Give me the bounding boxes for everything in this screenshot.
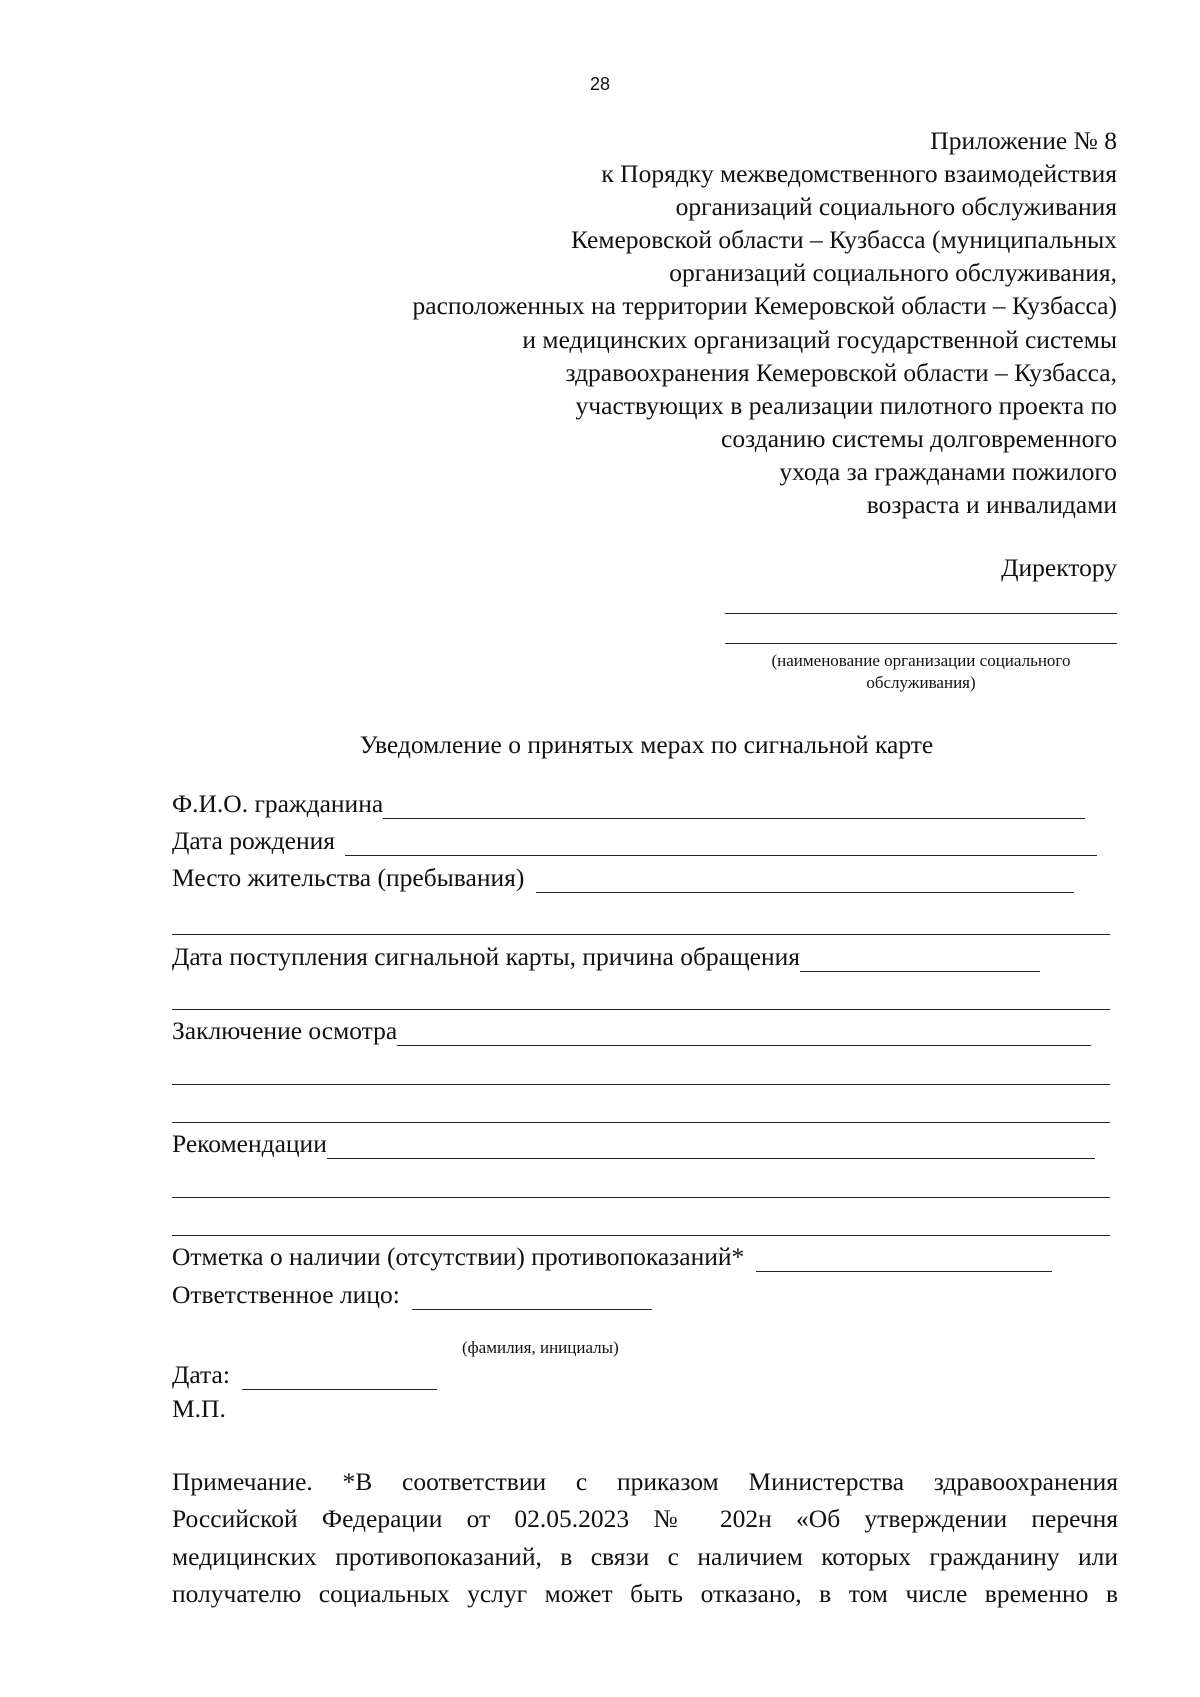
- page-number: 28: [589, 74, 611, 94]
- organization-caption: [725, 650, 1117, 694]
- responsible-row: [172, 1280, 652, 1310]
- fio-row: [172, 789, 1085, 819]
- note-line: медицинских противопоказаний, в связи с наличием которых гражданину или: [172, 1541, 1118, 1571]
- header-line: организаций социального обслуживания: [675, 192, 1117, 222]
- organization-name-field[interactable]: [725, 613, 1117, 614]
- card-date-field[interactable]: [800, 947, 1040, 972]
- date-field[interactable]: [242, 1365, 437, 1390]
- recommendations-label: Рекомендации: [172, 1129, 327, 1158]
- conclusion-field-continuation[interactable]: [172, 1122, 1110, 1123]
- header-line: участвующих в реализации пилотного проекта по: [575, 390, 1117, 420]
- contraindications-label: Отметка о наличии (отсутствии) противопоказаний*: [172, 1242, 745, 1271]
- conclusion-field[interactable]: [397, 1021, 1091, 1046]
- header-line: Кемеровской области – Кузбасса (муниципальных: [570, 225, 1117, 255]
- contraindications-row: [172, 1242, 1052, 1272]
- responsible-caption: (фамилия, инициалы): [462, 1338, 619, 1357]
- note-paragraph: [172, 1463, 1118, 1612]
- recommendations-row: [172, 1129, 1095, 1159]
- recommendations-field[interactable]: [327, 1134, 1095, 1159]
- header-line: здравоохранения Кемеровской области – Кузбасса,: [565, 357, 1117, 387]
- header-line: организаций социального обслуживания,: [669, 258, 1117, 288]
- document-title: Уведомление о принятых мерах по сигнальной карте: [359, 730, 934, 759]
- birth-date-field[interactable]: [345, 831, 1097, 856]
- director-label: Директору: [1001, 553, 1117, 582]
- residence-row: [172, 863, 1074, 893]
- date-row: [172, 1360, 437, 1390]
- conclusion-row: [172, 1016, 1091, 1046]
- card-date-field-continuation[interactable]: [172, 1009, 1110, 1010]
- fio-label: Ф.И.О. гражданина: [172, 789, 384, 818]
- note-line: Российской Федерации от 02.05.2023 № 202н «Об утверждении перечня: [172, 1504, 1118, 1534]
- card-date-label: Дата поступления сигнальной карты, причина обращения: [172, 942, 800, 971]
- header-line: расположенных на территории Кемеровской области – Кузбасса): [412, 291, 1117, 321]
- header-line: ухода за гражданами пожилого: [779, 456, 1117, 486]
- header-line: к Порядку межведомственного взаимодействия: [601, 159, 1117, 189]
- birth-date-label: Дата рождения: [172, 826, 335, 855]
- appendix-header: [297, 124, 1117, 521]
- stamp-label: М.П.: [172, 1394, 226, 1423]
- header-line: и медицинских организаций государственной системы: [522, 324, 1117, 354]
- responsible-label: Ответственное лицо:: [172, 1280, 400, 1309]
- residence-field[interactable]: [536, 868, 1074, 893]
- contraindications-field[interactable]: [756, 1247, 1052, 1272]
- recommendations-field-continuation[interactable]: [172, 1235, 1110, 1236]
- organization-name-field[interactable]: [725, 643, 1117, 644]
- header-line: Приложение № 8: [930, 126, 1117, 155]
- date-label: Дата:: [172, 1360, 230, 1389]
- note-line: Примечание. *В соответствии с приказом Министерства здравоохранения: [172, 1467, 1118, 1496]
- conclusion-field-continuation[interactable]: [172, 1084, 1110, 1085]
- responsible-field[interactable]: [412, 1285, 652, 1310]
- caption-line: обслуживания): [866, 673, 976, 692]
- birth-date-row: [172, 826, 1097, 856]
- residence-label: Место жительства (пребывания): [172, 863, 525, 892]
- caption-line: (наименование организации социального: [771, 651, 1071, 670]
- conclusion-label: Заключение осмотра: [172, 1016, 398, 1045]
- card-date-row: [172, 942, 1040, 972]
- fio-field[interactable]: [383, 794, 1085, 819]
- recommendations-field-continuation[interactable]: [172, 1197, 1110, 1198]
- note-line: получателю социальных услуг может быть отказано, в том числе временно в: [172, 1578, 1118, 1608]
- residence-field-continuation[interactable]: [172, 934, 1110, 935]
- stamp-row: [172, 1394, 226, 1424]
- header-line: созданию системы долговременного: [721, 423, 1117, 453]
- header-line: возраста и инвалидами: [866, 490, 1117, 520]
